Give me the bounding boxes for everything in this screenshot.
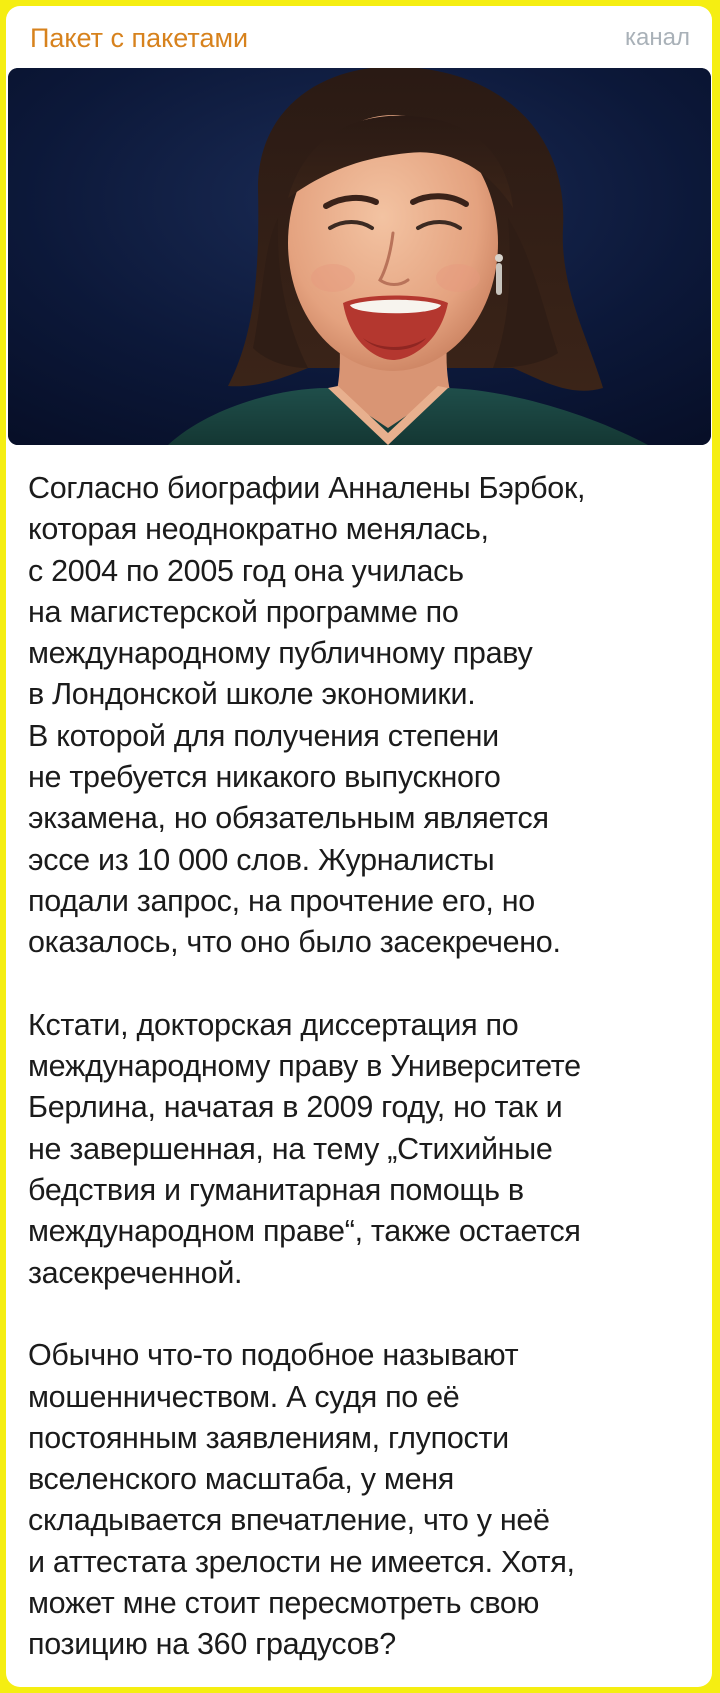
post-paragraph [28, 1005, 708, 1294]
post-text-line: с 2004 по 2005 год она училась [28, 553, 464, 588]
post-text-line: Кстати, докторская диссертация по [28, 1007, 519, 1042]
post-text-line: вселенского масштаба, у меня [28, 1462, 454, 1497]
post-text-line: мошенничеством. А судя по её [28, 1379, 460, 1414]
post-text-line: Берлина, начатая в 2009 году, но так и [28, 1090, 563, 1125]
post-text-line: оказалось, что оно было засекречено. [28, 925, 561, 960]
post-text-line: засекреченной. [28, 1255, 243, 1290]
post-text-line: и аттестата зрелости не имеется. Хотя, [28, 1544, 575, 1579]
post-text-line: на магистерской программе по [28, 594, 459, 629]
post-text-line: не завершенная, на тему „Стихийные [28, 1131, 553, 1166]
channel-name-link[interactable]: Пакет с пакетами [30, 23, 249, 53]
post-text-line: бедствия и гуманитарная помощь в [28, 1173, 524, 1208]
post-paragraph [28, 1335, 708, 1665]
post-text-line: позицию на 360 градусов? [28, 1627, 396, 1662]
photo-illustration [8, 68, 711, 445]
post-text-line: международном праве“, также остается [28, 1214, 581, 1249]
post-text-line: Обычно что-то подобное называют [28, 1338, 519, 1373]
channel-type-label: канал [625, 24, 690, 51]
post-header [6, 6, 712, 68]
post-text-line: в Лондонской школе экономики. [28, 677, 476, 712]
post-card [6, 6, 712, 1687]
post-text-line: постоянным заявлениям, глупости [28, 1420, 509, 1455]
post-text-line: которая неоднократно менялась, [28, 512, 489, 547]
post-text [28, 468, 708, 1666]
post-text-line: экзамена, но обязательным является [28, 801, 549, 836]
post-text-line: может мне стоит пересмотреть свою [28, 1586, 540, 1621]
post-text-line: эссе из 10 000 слов. Журналисты [28, 842, 495, 877]
post-photo[interactable] [8, 68, 711, 445]
post-text-line: не требуется никакого выпускного [28, 760, 501, 795]
post-text-line: международному праву в Университете [28, 1049, 581, 1084]
post-paragraph [28, 468, 708, 964]
post-text-line: складывается впечатление, что у неё [28, 1503, 550, 1538]
post-text-line: международному публичному праву [28, 636, 533, 671]
post-text-line: Согласно биографии Анналены Бэрбок, [28, 471, 586, 505]
post-text-line: В которой для получения степени [28, 718, 499, 753]
post-text-line: подали запрос, на прочтение его, но [28, 883, 535, 918]
